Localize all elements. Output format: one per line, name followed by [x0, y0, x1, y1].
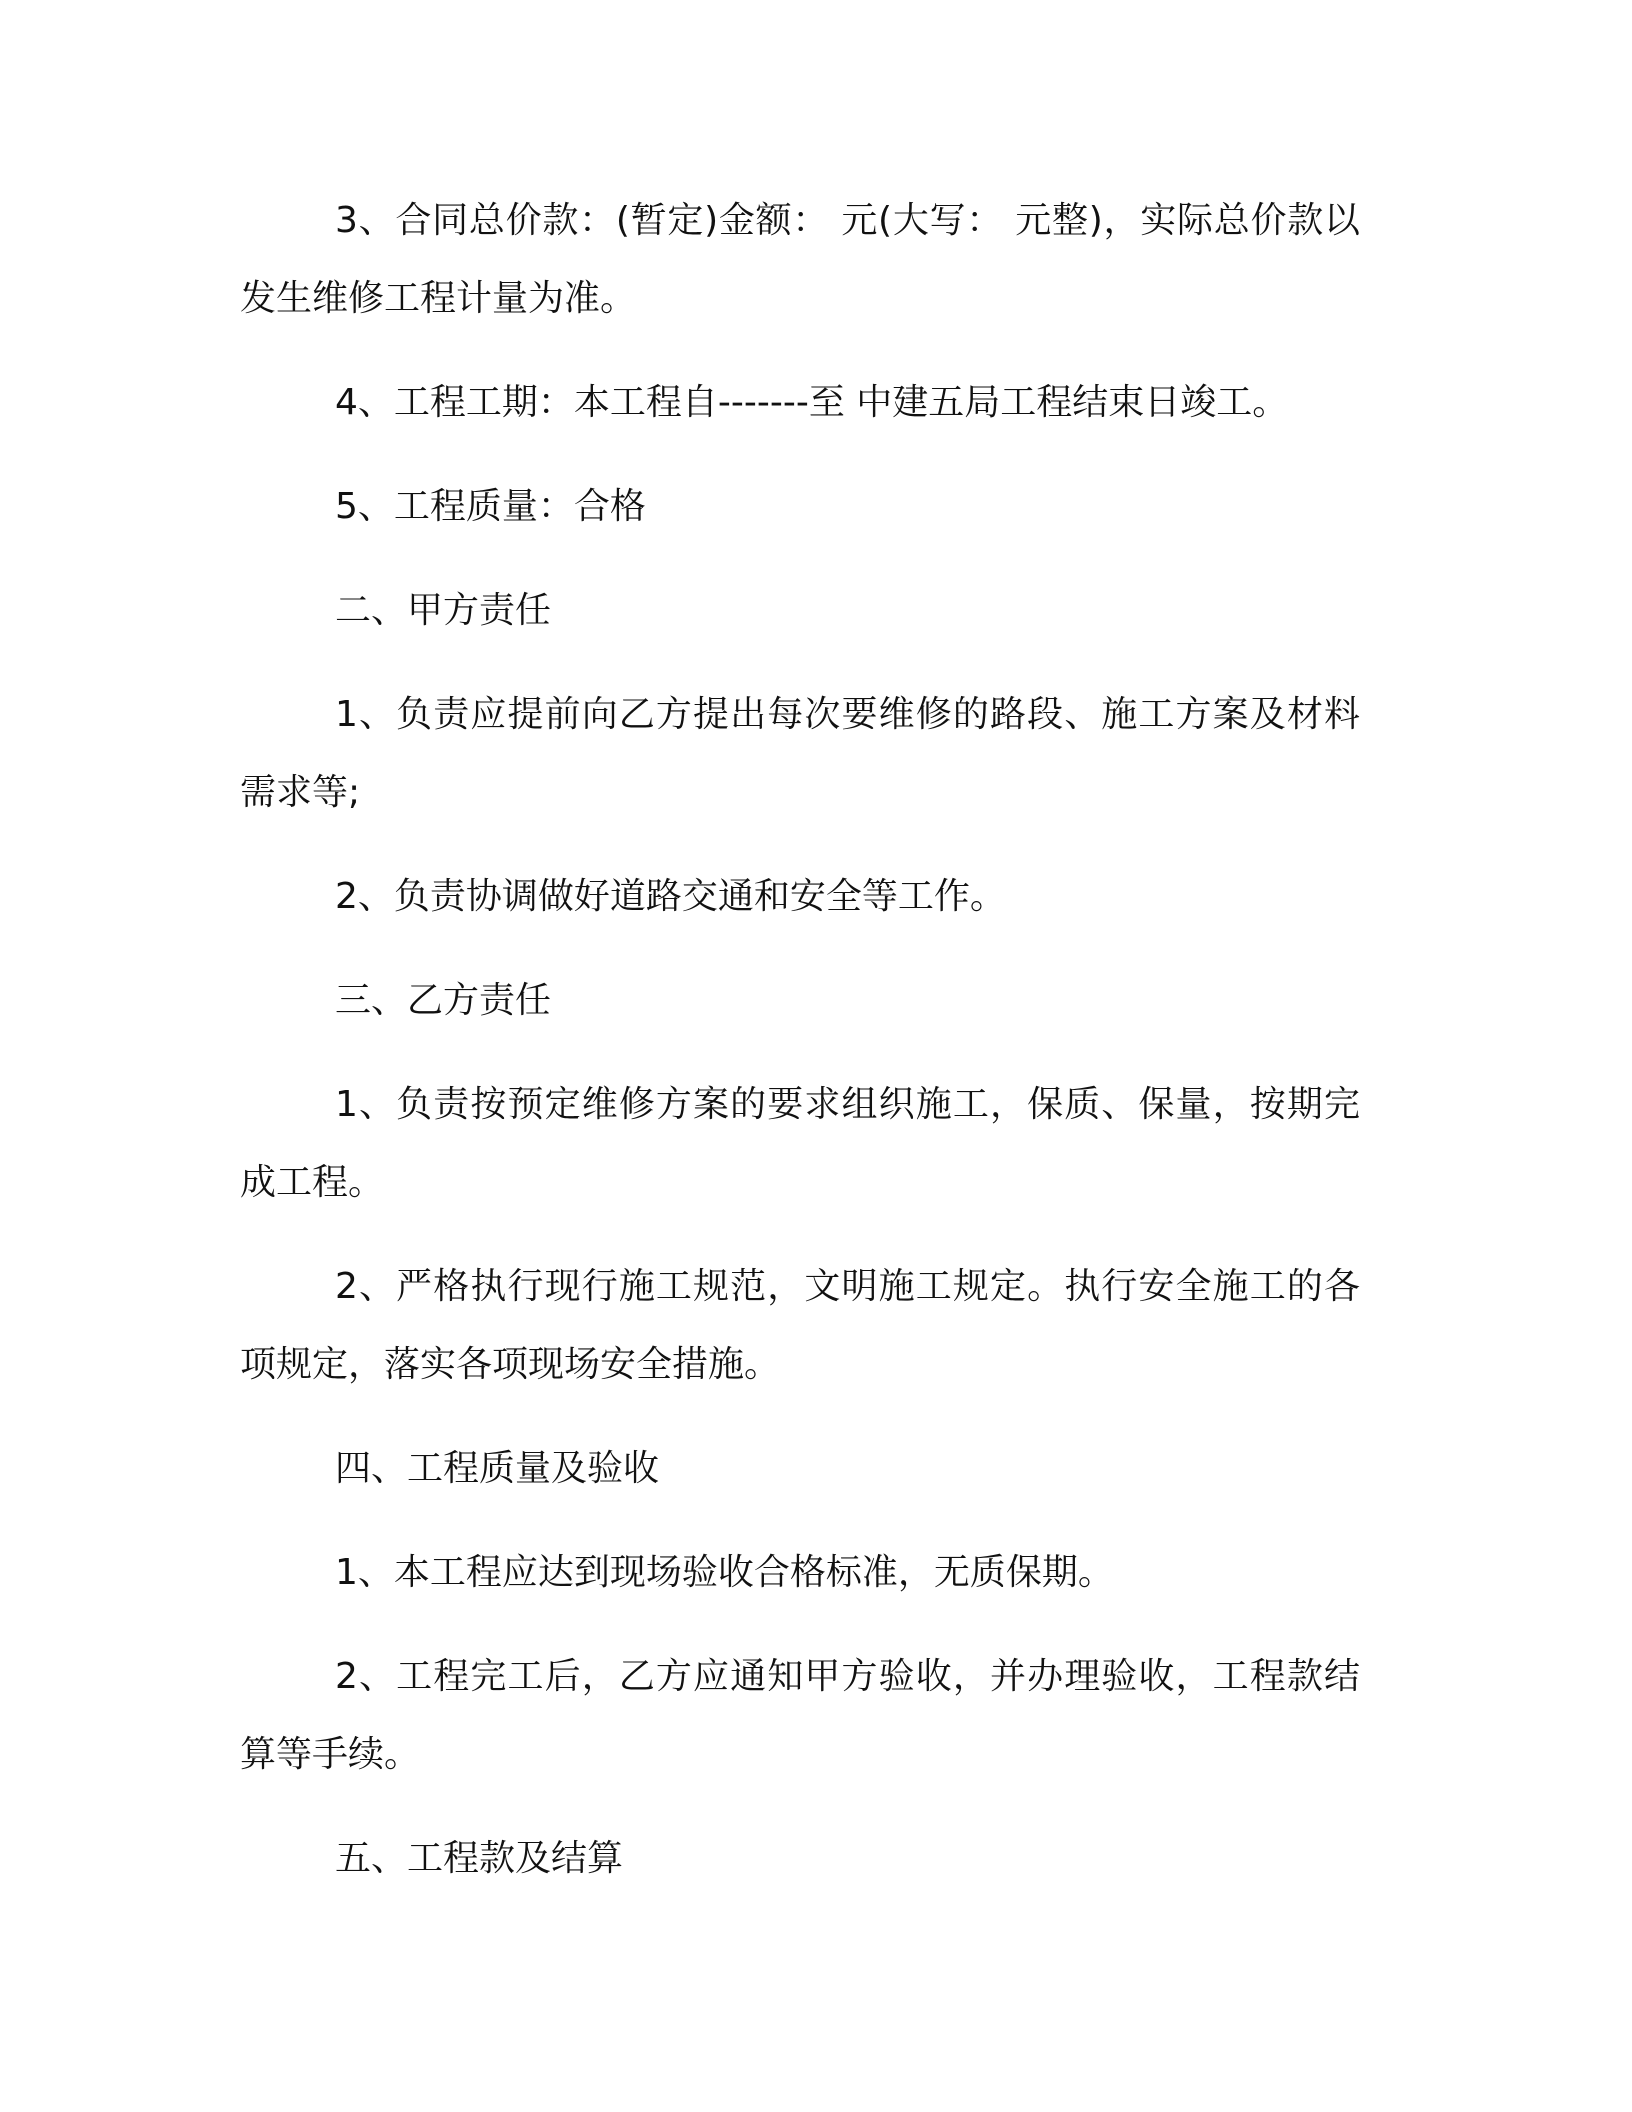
paragraph-contract-price: 3、合同总价款：(暂定)金额： 元(大写： 元整)，实际总价款以发生维修工程计量为准。 — [240, 200, 1360, 319]
section-heading-party-b: 三、乙方责任 — [335, 980, 552, 1021]
paragraph-party-b-2: 2、严格执行现行施工规范，文明施工规定。执行安全施工的各项规定，落实各项现场安全措施。 — [240, 1266, 1360, 1385]
paragraph-party-b-1: 1、负责按预定维修方案的要求组织施工，保质、保量，按期完成工程。 — [240, 1084, 1360, 1203]
paragraph-acceptance-2: 2、工程完工后，乙方应通知甲方验收，并办理验收，工程款结算等手续。 — [240, 1656, 1360, 1775]
paragraph-party-a-2: 2、负责协调做好道路交通和安全等工作。 — [335, 876, 1006, 917]
document-body — [240, 182, 1360, 1924]
paragraph-acceptance-1: 1、本工程应达到现场验收合格标准，无质保期。 — [335, 1552, 1114, 1593]
paragraph-construction-period: 4、工程工期：本工程自-------至 中建五局工程结束日竣工。 — [335, 382, 1289, 423]
paragraph-quality: 5、工程质量：合格 — [335, 486, 646, 527]
section-heading-party-a: 二、甲方责任 — [335, 590, 552, 631]
paragraph-party-a-1: 1、负责应提前向乙方提出每次要维修的路段、施工方案及材料需求等; — [240, 694, 1360, 813]
section-heading-quality-acceptance: 四、工程质量及验收 — [335, 1448, 660, 1489]
section-heading-payment: 五、工程款及结算 — [335, 1838, 624, 1879]
